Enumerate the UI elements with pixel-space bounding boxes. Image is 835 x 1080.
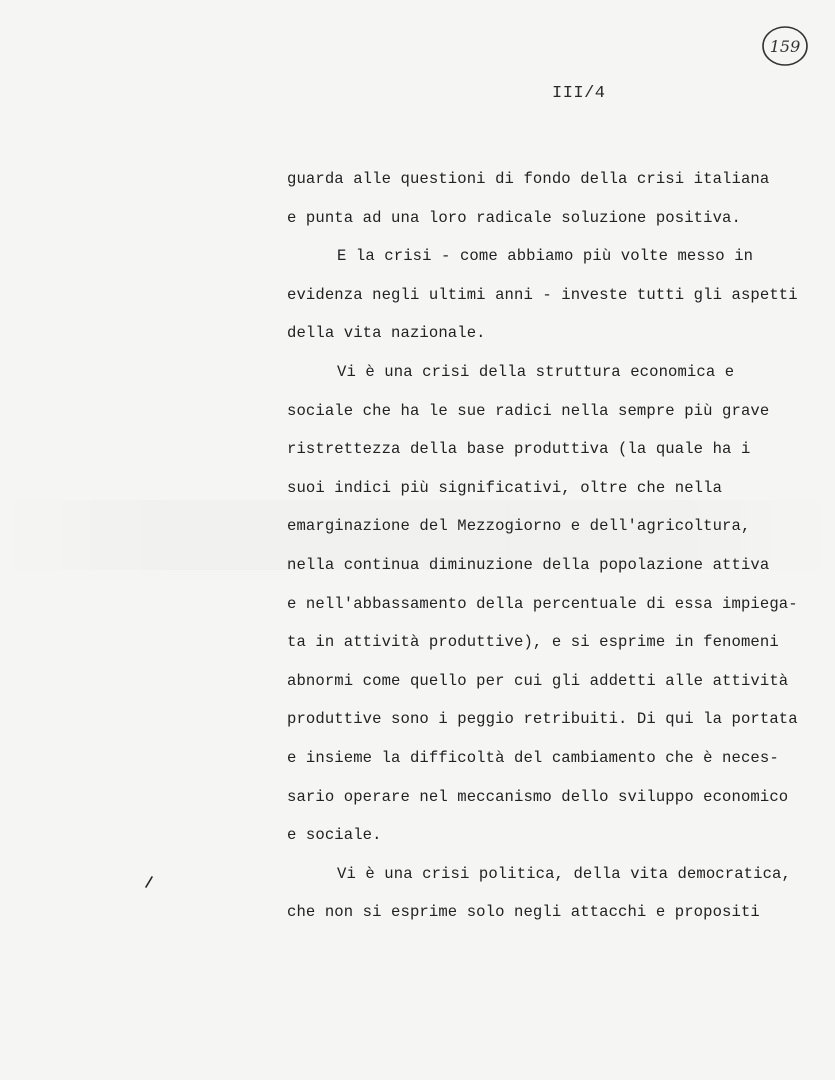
text-line: E la crisi - come abbiamo più volte messo in (337, 247, 754, 266)
text-line: e nell'abbassamento della percentuale di essa impiega- (287, 594, 798, 613)
text-line: suoi indici più significativi, oltre che nella (287, 478, 723, 497)
text-line: abnormi come quello per cui gli addetti alle attività (287, 671, 789, 690)
text-line: Vi è una crisi della struttura economica e (337, 362, 735, 381)
archive-stamp (760, 24, 810, 68)
text-line: sario operare nel meccanismo dello sviluppo economico (287, 787, 789, 806)
text-line: e sociale. (287, 826, 382, 845)
page-number: III/4 (552, 84, 606, 103)
text-line: Vi è una crisi politica, della vita democratica, (337, 864, 791, 883)
text-line: della vita nazionale. (287, 324, 486, 343)
text-line: ta in attività produttive), e si esprime in fenomeni (287, 633, 779, 652)
stamp-number: 159 (769, 37, 801, 56)
text-line: nella continua diminuzione della popolazione attiva (287, 555, 770, 574)
text-line: che non si esprime solo negli attacchi e propositi (287, 903, 760, 922)
pen-mark (144, 876, 154, 888)
typed-text (287, 160, 827, 932)
text-line: guarda alle questioni di fondo della crisi italiana (287, 170, 770, 188)
text-line: e punta ad una loro radicale soluzione positiva. (287, 208, 741, 227)
text-line: e insieme la difficoltà del cambiamento che è neces- (287, 748, 779, 767)
text-line: evidenza negli ultimi anni - investe tutti gli aspetti (287, 285, 798, 304)
text-line: sociale che ha le sue radici nella sempre più grave (287, 401, 770, 420)
text-line: produttive sono i peggio retribuiti. Di qui la portata (287, 710, 798, 729)
text-line: emarginazione del Mezzogiorno e dell'agricoltura, (287, 517, 751, 536)
text-line: ristrettezza della base produttiva (la quale ha i (287, 440, 751, 459)
